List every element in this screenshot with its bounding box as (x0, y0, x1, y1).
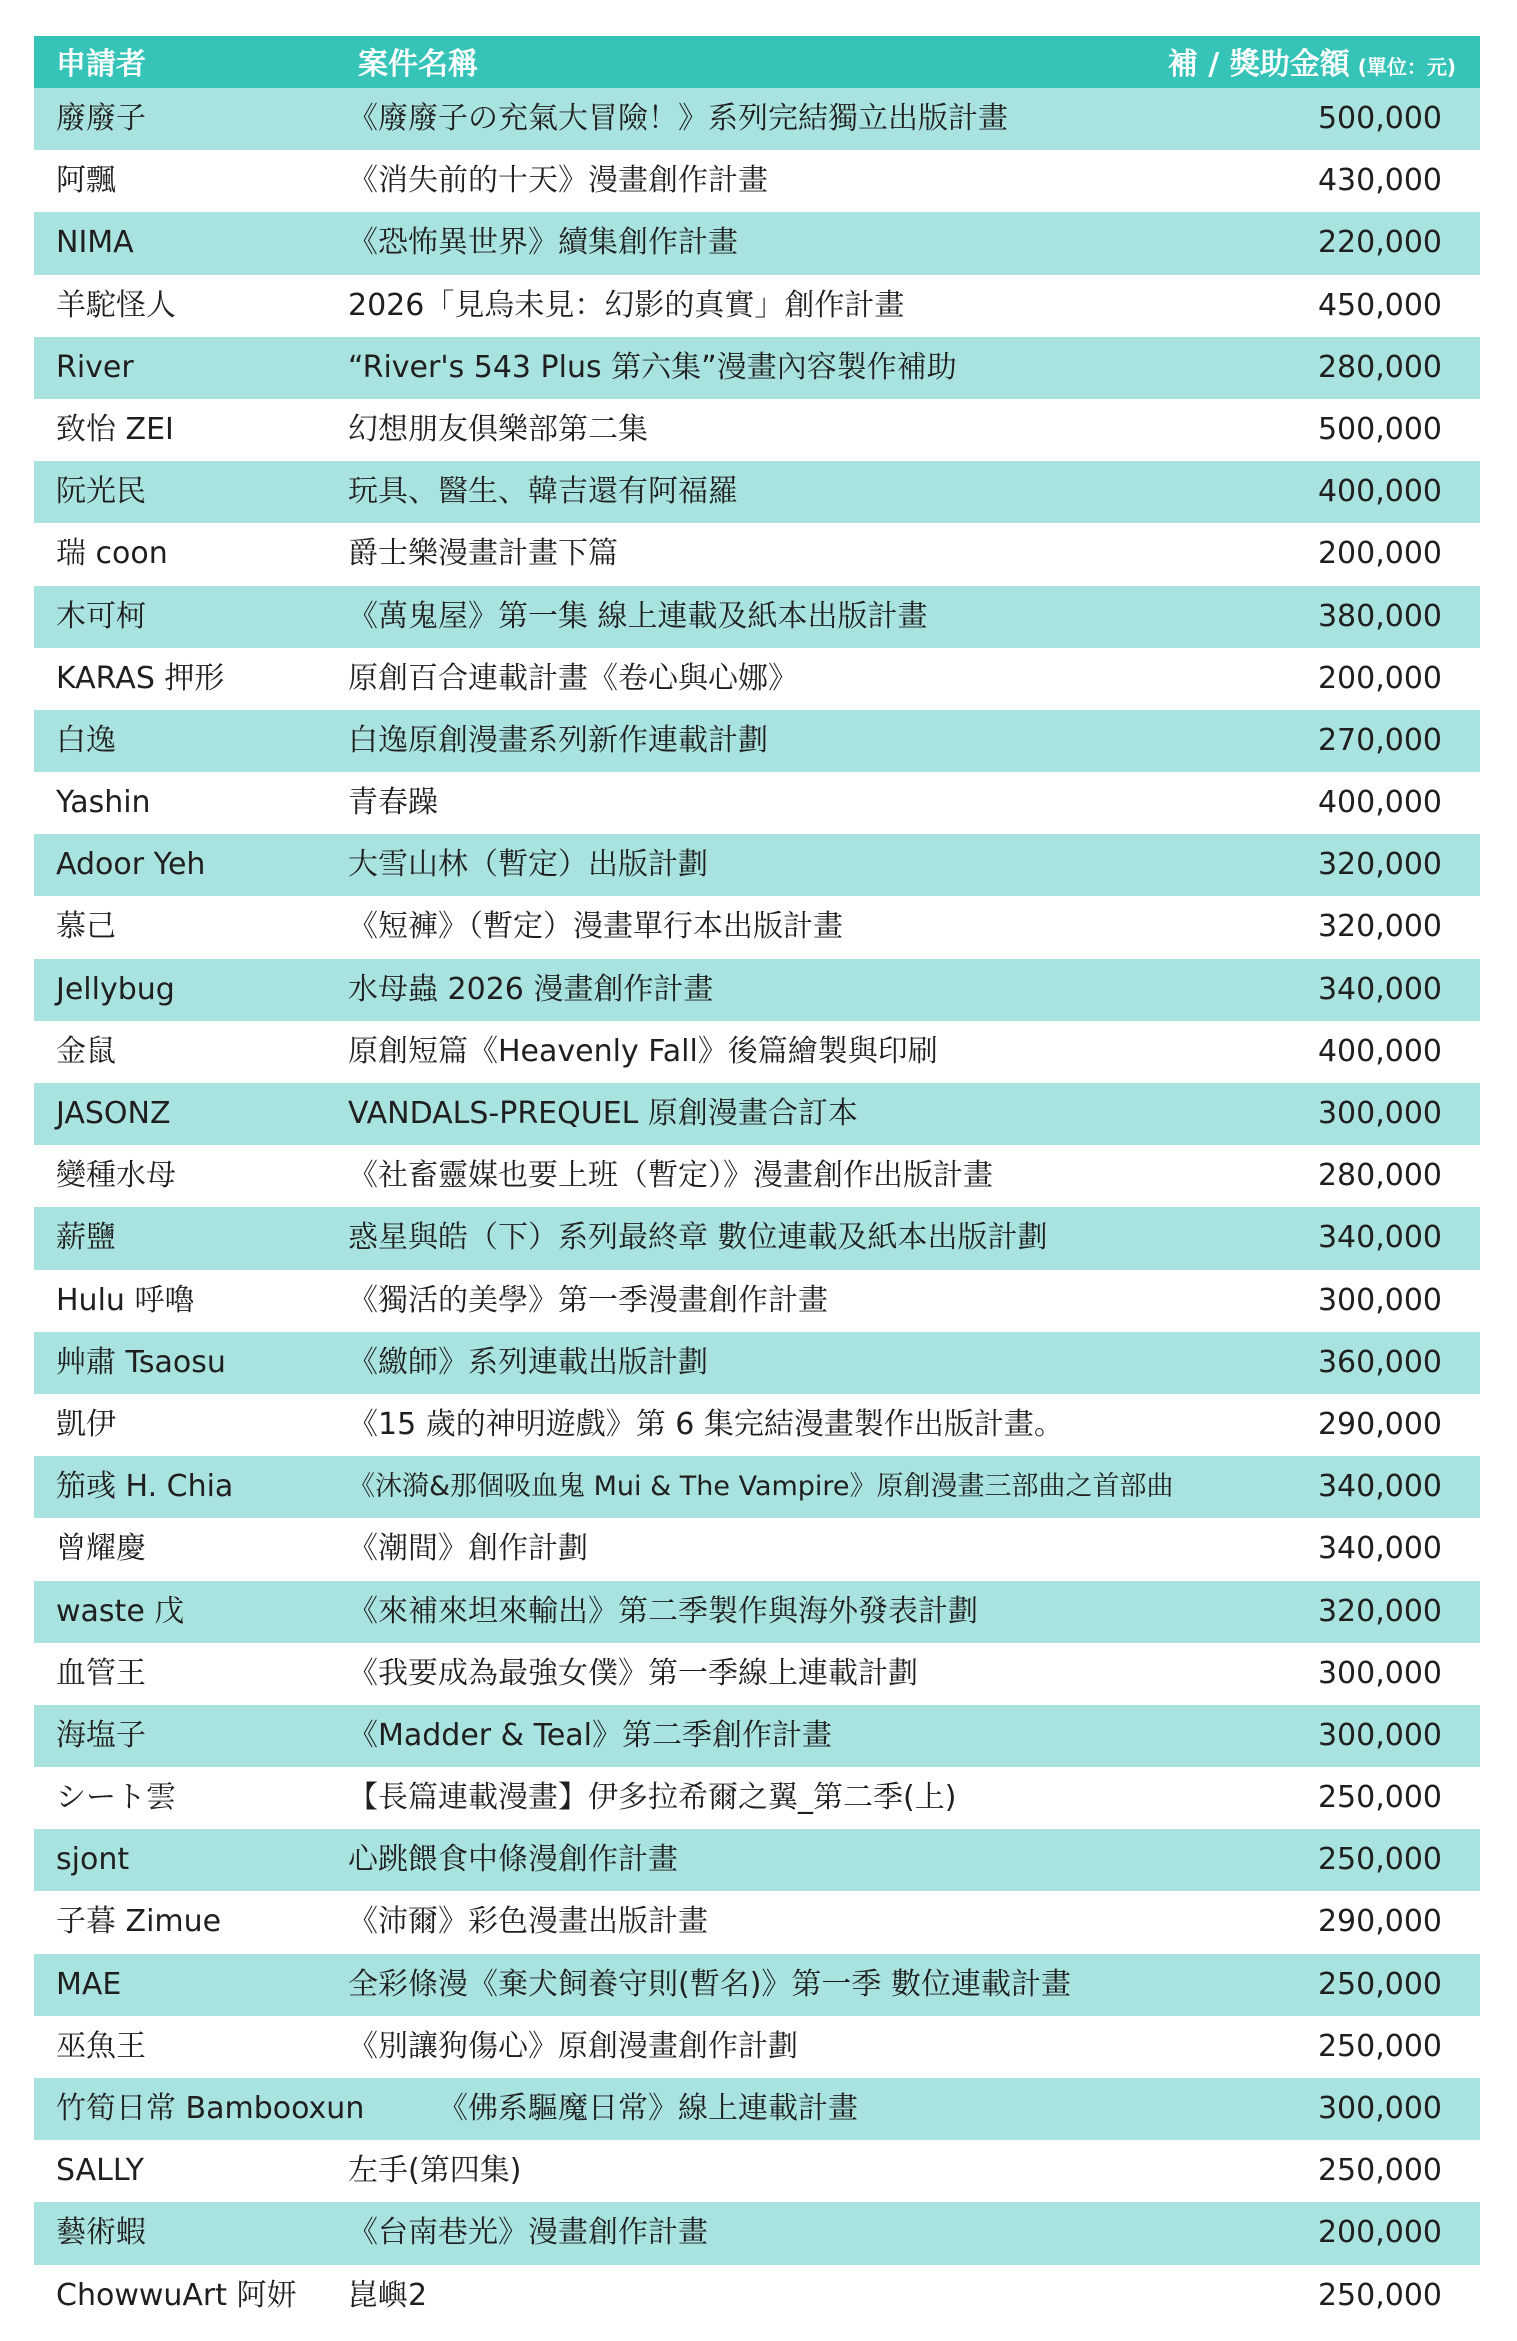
project-cell: 青春躁 (348, 785, 438, 821)
project-cell: 幻想朋友俱樂部第二集 (348, 411, 648, 447)
project-cell: 全彩條漫《棄犬飼養守則(暫名)》第一季 數位連載計畫 (348, 1966, 1071, 2002)
applicant-cell: 羊駝怪人 (56, 287, 176, 323)
amount-cell: 320,000 (1317, 1593, 1442, 1629)
table-row (34, 2265, 1480, 2327)
amount-cell: 280,000 (1317, 349, 1442, 385)
amount-cell: 290,000 (1317, 1406, 1442, 1442)
amount-cell: 340,000 (1317, 1531, 1442, 1567)
amount-cell: 250,000 (1317, 1842, 1442, 1878)
project-cell: 《來補來坦來輸出》第二季製作與海外發表計劃 (348, 1593, 978, 1629)
table-row (34, 1767, 1480, 1829)
table-body (34, 88, 1480, 2327)
amount-cell: 250,000 (1317, 1780, 1442, 1816)
amount-cell: 400,000 (1317, 1033, 1442, 1069)
project-cell: 《短褲》（暫定）漫畫單行本出版計畫 (348, 909, 843, 945)
table-row (34, 1021, 1480, 1083)
amount-cell: 250,000 (1317, 2028, 1442, 2064)
table-row (34, 772, 1480, 834)
table-row (34, 275, 1480, 337)
header-unit: (單位：元) (1357, 55, 1456, 79)
table-row (34, 2016, 1480, 2078)
table-row (34, 710, 1480, 772)
amount-cell: 250,000 (1317, 1966, 1442, 2002)
applicant-cell: 慕己 (56, 909, 116, 945)
applicant-cell: KARAS 押形 (56, 660, 225, 696)
table-row (34, 150, 1480, 212)
applicant-cell: NIMA (56, 225, 134, 261)
table-row (34, 88, 1480, 150)
table-row (34, 834, 1480, 896)
amount-cell: 300,000 (1317, 1096, 1442, 1131)
amount-cell: 280,000 (1317, 1158, 1442, 1194)
amount-cell: 220,000 (1317, 225, 1442, 261)
project-cell: 《消失前的十天》漫畫創作計畫 (348, 163, 768, 199)
project-cell: 《我要成為最強女僕》第一季線上連載計劃 (348, 1655, 918, 1691)
applicant-cell: 凱伊 (56, 1406, 116, 1442)
project-cell: 《獨活的美學》第一季漫畫創作計畫 (348, 1282, 828, 1318)
table-row (34, 648, 1480, 710)
amount-cell: 300,000 (1317, 1717, 1442, 1753)
table-header (34, 36, 1480, 94)
applicant-cell: 金鼠 (56, 1033, 116, 1069)
applicant-cell: MAE (56, 1966, 122, 2002)
applicant-cell: 廢廢子 (56, 101, 146, 136)
project-cell: 《萬鬼屋》第一集 線上連載及紙本出版計畫 (348, 598, 928, 634)
project-cell: 玩具、醫生、韓吉還有阿福羅 (348, 474, 738, 510)
project-cell: 《別讓狗傷心》原創漫畫創作計劃 (348, 2028, 798, 2064)
amount-cell: 250,000 (1317, 2277, 1442, 2313)
applicant-cell: 致怡 ZEI (56, 411, 174, 447)
applicant-cell: ChowwuArt 阿妍 (56, 2277, 297, 2313)
table-row (34, 212, 1480, 274)
table-row (34, 1581, 1480, 1643)
amount-cell: 300,000 (1317, 1655, 1442, 1691)
amount-cell: 340,000 (1317, 1220, 1442, 1256)
header-project: 案件名稱 (358, 47, 478, 82)
project-cell: 大雪山林（暫定）出版計劃 (348, 847, 708, 883)
project-cell: 2026「見烏未見：幻影的真實」創作計畫 (348, 287, 905, 323)
applicant-cell: waste 戊 (56, 1593, 185, 1629)
amount-cell: 300,000 (1317, 1282, 1442, 1318)
table-row (34, 2202, 1480, 2264)
applicant-cell: sjont (56, 1842, 130, 1878)
project-cell: 【長篇連載漫畫】伊多拉希爾之翼_第二季(上) (348, 1780, 957, 1816)
project-cell: 《Madder & Teal》第二季創作計畫 (348, 1717, 833, 1753)
applicant-cell: Yashin (56, 785, 151, 821)
project-cell: 《沐漪&那個吸血鬼 Mui & The Vampire》原創漫畫三部曲之首部曲 (348, 1471, 1174, 1503)
table-row (34, 2140, 1480, 2202)
amount-cell: 500,000 (1317, 101, 1442, 136)
table-row (34, 337, 1480, 399)
amount-cell: 450,000 (1317, 287, 1442, 323)
table-row (34, 1954, 1480, 2016)
project-cell: 《潮間》創作計劃 (348, 1531, 588, 1567)
amount-cell: 250,000 (1317, 2153, 1442, 2189)
table-row (34, 1394, 1480, 1456)
table-row (34, 461, 1480, 523)
amount-cell: 300,000 (1317, 2091, 1442, 2126)
project-cell: 原創百合連載計畫《卷心與心娜》 (348, 660, 798, 696)
applicant-cell: 子暮 Zimue (56, 1904, 222, 1940)
project-cell: VANDALS-PREQUEL 原創漫畫合訂本 (348, 1096, 858, 1131)
project-cell: 原創短篇《Heavenly Fall》後篇繪製與印刷 (348, 1033, 938, 1069)
table-row (34, 1643, 1480, 1705)
applicant-cell: 海塩子 (56, 1717, 146, 1753)
table-row (34, 1518, 1480, 1580)
project-cell: 《台南巷光》漫畫創作計畫 (348, 2215, 708, 2251)
project-cell: 《沛爾》彩色漫畫出版計畫 (348, 1904, 708, 1940)
header-amount-label: 補 / 獎助金額 (1167, 47, 1350, 82)
table-row (34, 399, 1480, 461)
amount-cell: 400,000 (1317, 785, 1442, 821)
table-row (34, 1145, 1480, 1207)
amount-cell: 320,000 (1317, 847, 1442, 883)
applicant-cell: River (56, 349, 134, 385)
project-cell: 《社畜靈媒也要上班（暫定）》漫畫創作出版計畫 (348, 1158, 993, 1194)
amount-cell: 200,000 (1317, 536, 1442, 572)
project-cell: 水母蟲 2026 漫畫創作計畫 (348, 971, 714, 1007)
applicant-cell: 白逸 (56, 722, 116, 758)
amount-cell: 340,000 (1317, 971, 1442, 1007)
project-cell: 爵士樂漫畫計畫下篇 (348, 536, 618, 572)
applicant-cell: 阮光民 (56, 474, 146, 510)
amount-cell: 400,000 (1317, 474, 1442, 510)
project-cell: 左手(第四集) (348, 2153, 522, 2189)
amount-cell: 200,000 (1317, 660, 1442, 696)
amount-cell: 200,000 (1317, 2215, 1442, 2251)
amount-cell: 270,000 (1317, 722, 1442, 758)
amount-cell: 340,000 (1317, 1469, 1442, 1505)
applicant-cell: SALLY (56, 2153, 144, 2189)
table-row (34, 1456, 1480, 1518)
table-row (34, 1891, 1480, 1953)
applicant-cell: 藝術蝦 (56, 2215, 146, 2251)
table-row (34, 523, 1480, 585)
project-cell: 《佛系驅魔日常》線上連載計畫 (438, 2091, 858, 2126)
project-cell: 《廢廢子の充氣大冒險！》系列完結獨立出版計畫 (348, 101, 1008, 136)
project-cell: 白逸原創漫畫系列新作連載計劃 (348, 722, 768, 758)
amount-cell: 360,000 (1317, 1344, 1442, 1380)
amount-cell: 290,000 (1317, 1904, 1442, 1940)
project-cell: “River's 543 Plus 第六集”漫畫內容製作補助 (348, 349, 957, 385)
applicant-cell: 瑞 coon (56, 536, 168, 572)
table-row (34, 1083, 1480, 1145)
applicant-cell: Adoor Yeh (56, 847, 206, 883)
applicant-cell: Jellybug (56, 971, 175, 1007)
table-row (34, 1207, 1480, 1269)
applicant-cell: 木可柯 (56, 598, 146, 634)
amount-cell: 430,000 (1317, 163, 1442, 199)
table-row (34, 1332, 1480, 1394)
applicant-cell: Hulu 呼嚕 (56, 1282, 195, 1318)
applicant-cell: 變種水母 (56, 1158, 176, 1194)
table-row (34, 2078, 1480, 2140)
project-cell: 惑星與皓（下）系列最終章 數位連載及紙本出版計劃 (348, 1220, 1048, 1256)
project-cell: 《恐怖異世界》續集創作計畫 (348, 225, 738, 261)
applicant-cell: 艸肅 Tsaosu (56, 1344, 226, 1380)
project-cell: 崑嶼2 (348, 2277, 428, 2313)
amount-cell: 320,000 (1317, 909, 1442, 945)
applicant-cell: 笳彧 H. Chia (56, 1469, 234, 1505)
table-row (34, 896, 1480, 958)
applicant-cell: 血管王 (56, 1655, 146, 1691)
project-cell: 《15 歲的神明遊戲》第 6 集完結漫畫製作出版計畫。 (348, 1406, 1064, 1442)
applicant-cell: 竹筍日常 Bambooxun (56, 2091, 365, 2126)
header-amount (1168, 36, 1456, 94)
applicant-cell: 巫魚王 (56, 2028, 146, 2064)
applicant-cell: 薪鹽 (56, 1220, 116, 1256)
amount-cell: 380,000 (1317, 598, 1442, 634)
amount-cell: 500,000 (1317, 411, 1442, 447)
table-row (34, 1270, 1480, 1332)
applicant-cell: JASONZ (56, 1096, 171, 1131)
table-row (34, 1705, 1480, 1767)
project-cell: 《繳師》系列連載出版計劃 (348, 1344, 708, 1380)
table-row (34, 959, 1480, 1021)
applicant-cell: 曾耀慶 (56, 1531, 146, 1567)
applicant-cell: 阿飄 (56, 163, 116, 199)
header-applicant: 申請者 (56, 47, 146, 82)
grant-table (34, 36, 1480, 2327)
table-row (34, 1829, 1480, 1891)
applicant-cell: シート雲 (56, 1780, 176, 1816)
project-cell: 心跳餵食中條漫創作計畫 (348, 1842, 678, 1878)
table-row (34, 586, 1480, 648)
